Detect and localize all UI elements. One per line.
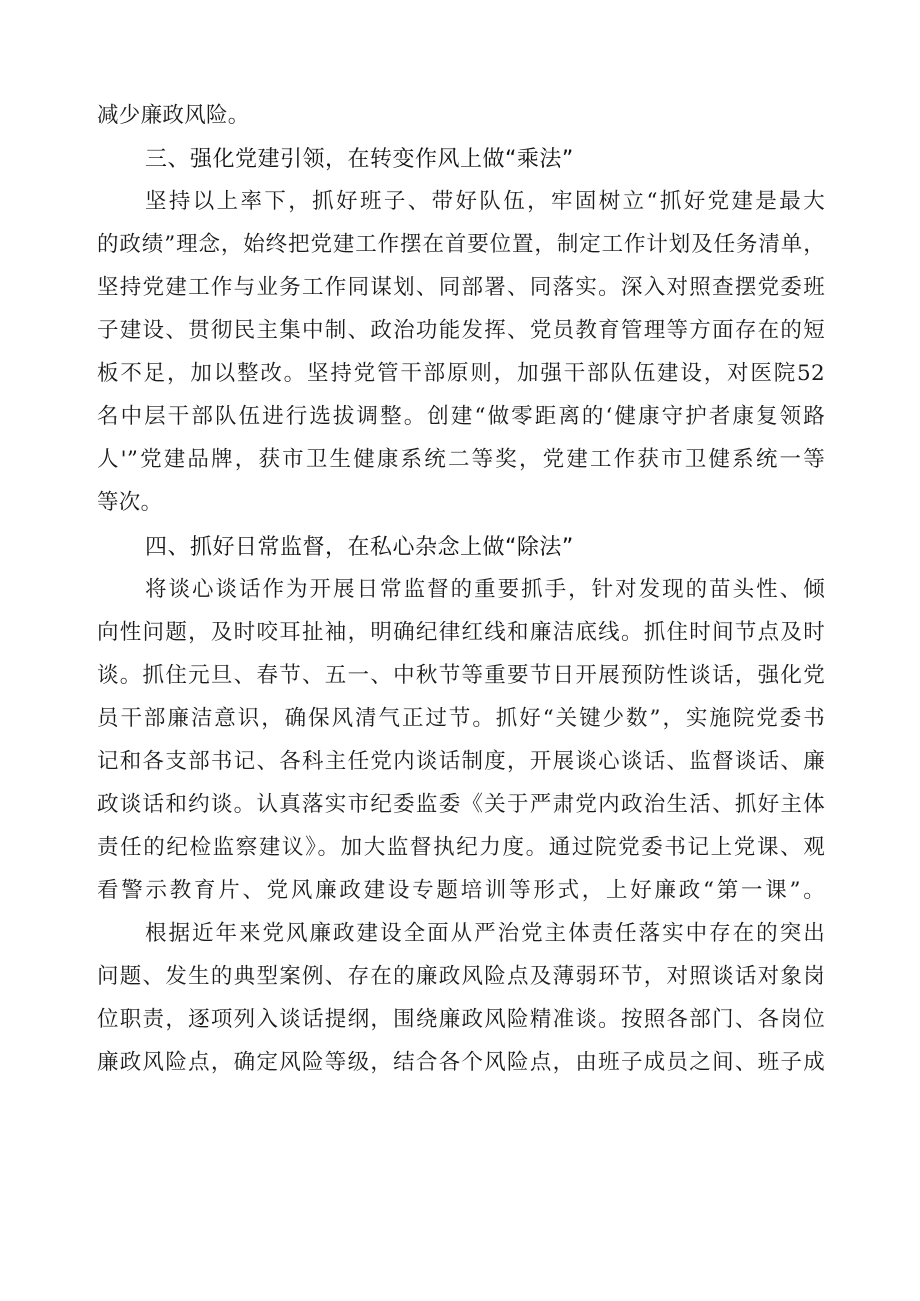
paragraph-line: 坚持以上率下，抓好班子、带好队伍，牢固树立“抓好党建是最大 [145,189,825,214]
paragraph-line: 位职责，逐项列入谈话提纲，围绕廉政风险精准谈。按照各部门、各岗位 [97,1007,825,1032]
paragraph-line: 员干部廉洁意识，确保风清气正过节。抓好“关键少数”，实施院党委书 [97,706,825,731]
paragraph-line: 将谈心谈话作为开展日常监督的重要抓手，针对发现的苗头性、倾 [145,577,825,602]
paragraph-line: 廉政风险点，确定风险等级，结合各个风险点，由班子成员之间、班子成 [97,1050,825,1075]
paragraph-line: 子建设、贯彻民主集中制、政治功能发挥、党员教育管理等方面存在的短 [97,318,825,343]
paragraph-line: 向性问题，及时咬耳扯袖，明确纪律红线和廉洁底线。抓住时间节点及时 [97,620,825,645]
paragraph-line: 板不足，加以整改。坚持党管干部原则，加强干部队伍建设，对医院52 [97,361,825,386]
paragraph-line: 等次。 [97,490,163,515]
paragraph-line: 看警示教育片、党风廉政建设专题培训等形式，上好廉政“第一课”。 [97,878,825,903]
paragraph-line: 人'”党建品牌，获市卫生健康系统二等奖，党建工作获市卫健系统一等 [97,447,825,472]
intro-tail-line: 减少廉政风险。 [97,103,250,128]
paragraph-line: 名中层干部队伍进行选拔调整。创建“做零距离的‘健康守护者康复领路 [97,404,825,429]
paragraph-line: 问题、发生的典型案例、存在的廉政风险点及薄弱环节，对照谈话对象岗 [97,964,825,989]
section-4-heading: 四、抓好日常监督，在私心杂念上做“除法” [145,535,574,560]
paragraph-line: 根据近年来党风廉政建设全面从严治党主体责任落实中存在的突出 [145,921,825,946]
section-3-heading: 三、强化党建引领，在转变作风上做“乘法” [145,147,574,172]
paragraph-line: 坚持党建工作与业务工作同谋划、同部署、同落实。深入对照查摆党委班 [97,275,825,300]
paragraph-line: 政谈话和约谈。认真落实市纪委监委《关于严肃党内政治生活、抓好主体 [97,792,825,817]
paragraph-line: 的政绩”理念，始终把党建工作摆在首要位置，制定工作计划及任务清单， [97,232,825,257]
paragraph-line: 责任的纪检监察建议》。加大监督执纪力度。通过院党委书记上党课、观 [97,835,825,860]
paragraph-line: 谈。抓住元旦、春节、五一、中秋节等重要节日开展预防性谈话，强化党 [97,663,825,688]
paragraph-line: 记和各支部书记、各科主任党内谈话制度，开展谈心谈话、监督谈话、廉 [97,749,825,774]
